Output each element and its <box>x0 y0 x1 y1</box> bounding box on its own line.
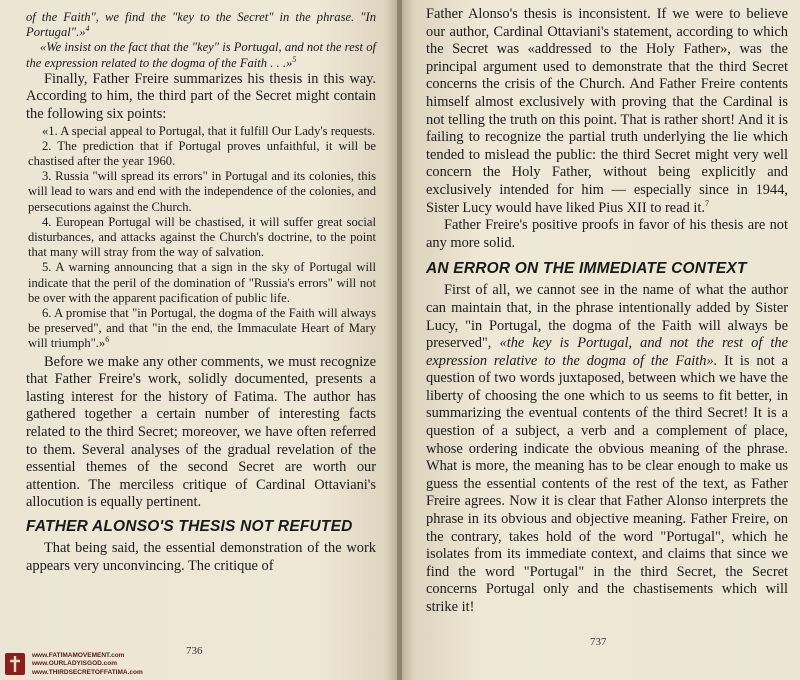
quote-insist-text: «We insist on the fact that the "key" is Portugal, and not the rest of the expression related to the dogma of the Faith . . .» <box>26 40 376 70</box>
left-page <box>0 0 398 680</box>
paragraph <box>426 6 788 217</box>
footnote-ref: 7 <box>704 198 709 208</box>
list-item: «1. A special appeal to Portugal, that it fulfill Our Lady's requests. <box>42 123 376 138</box>
paragraph-text: Father Alonso's thesis is inconsistent. If we were to believe our author, Cardinal Ottaviani's statement, according to which the Secret was «addressed to the Holy Father», was the principal argument used to demonstrate that the third Secret concerns the crisis of the Church. And Father Freire contents himself almost exclusively with proving that the Cardinal is not telling the truth on this point. That is rather short! And it is failing to recognize the partial truth underlying the lie which tended to mislead the public: the third Secret might very well concern the Holy Father, without being explicitly and exclusively intended for him — especially since in 1944, Sister Lucy would have liked Pius XII to read it. <box>426 6 788 216</box>
footnote-ref: 4 <box>85 24 90 34</box>
list-item <box>28 306 376 352</box>
paragraph: Finally, Father Freire summarizes his thesis in this way. According to him, the third part of the Secret might contain the following six points: <box>26 70 376 122</box>
list-item: 4. European Portugal will be chastised, it will suffer great social disturbances, and attacks against the Church's doctrine, to the point that many will stray from the way of salvation. <box>28 214 376 260</box>
emphasized-quote: «the key is Portugal, and not the rest of the expression relative to the dogma of the Faith». <box>426 335 788 369</box>
paragraph: Before we make any other comments, we must recognize that Father Freire's work, solidly documented, presents a lasting interest for the history of Fatima. The author has gathered together a certain number of interesting facts related to the third Secret; moreover, we have often referred to them. Several analyses of the gradual revelation of the essential themes of the second Secret are worth our attention. The merciless critique of Cardinal Ottaviani's allocution is equally pertinent. <box>26 353 376 511</box>
section-heading: FATHER ALONSO'S THESIS NOT REFUTED <box>26 517 353 535</box>
footnote-ref: 5 <box>292 54 297 64</box>
page-number: 736 <box>186 645 203 657</box>
paragraph <box>426 282 788 616</box>
website-link[interactable]: www.THIRDSECRETOFFATIMA.com <box>32 668 143 676</box>
list-item: 3. Russia "will spread its errors" in Portugal and its colonies, this will lead to wars and end with the independence of the colonies, and persecutions against the Church. <box>28 169 376 214</box>
website-link[interactable]: www.FATIMAMOVEMENT.com <box>32 652 125 659</box>
fatima-movement-logo-icon <box>4 652 26 676</box>
website-link[interactable]: www.OURLADYISGOD.com <box>32 660 117 668</box>
list-item: 2. The prediction that if Portugal proves unfaithful, it will be chastised after the year 1960. <box>28 138 376 168</box>
paragraph: Father Freire's positive proofs in favor of his thesis are not any more solid. <box>426 217 788 251</box>
right-page <box>402 0 800 680</box>
section-heading: AN ERROR ON THE IMMEDIATE CONTEXT <box>426 260 747 278</box>
list-item-text: 6. A promise that "in Portugal, the dogma of the Faith will always be preserved", and that "in the end, the Immaculate Heart of Mary will triumph".» <box>28 306 376 351</box>
paragraph-text: First of all, we cannot see in the name of what the author can maintain that, in the phrase intentionally added by Sister Lucy, "in Portugal, the dogma of the Faith will always be preserved", <box>426 282 788 352</box>
footnote-ref: 6 <box>105 335 110 345</box>
quote-insist <box>26 40 376 70</box>
list-item: 5. A warning announcing that a sign in the sky of Portugal will indicate that the peril of the domination of "Russia's errors" will not be over with the apparent pacification of public life. <box>28 260 376 305</box>
page-number: 737 <box>590 636 607 648</box>
paragraph: That being said, the essential demonstration of the work appears very unconvincing. The critique of <box>26 539 376 574</box>
paragraph-text: It is not a question of two words juxtaposed, between which we have the liberty of choosing the one which to us seems to fit better, in summarizing the eventual contents of the third Secret! It is a question of a subject, a verb and a complement of place, whose ordering indicate the obvious meaning of the phrase. What is more, the meaning has to be clear enough to make us guess the essential contents of the rest of the text, as Father Freire agrees. Now it is clear that Father Alonso interprets the phrase in its obvious and objective meaning. Father Freire, on the contrary, takes hold of the word "Portugal", which he isolates from its immediate context, and claims that since we find the word "Portugal" in the third Secret, the Secret concerns Portugal only and the chastisements which will strike it! <box>426 352 788 615</box>
quote-continuation-text: of the Faith", we find the "key to the Secret" in the phrase. "In Portugal".» <box>26 10 376 40</box>
website-links <box>32 652 143 677</box>
quote-continuation <box>26 10 376 40</box>
six-points-list <box>26 124 376 352</box>
